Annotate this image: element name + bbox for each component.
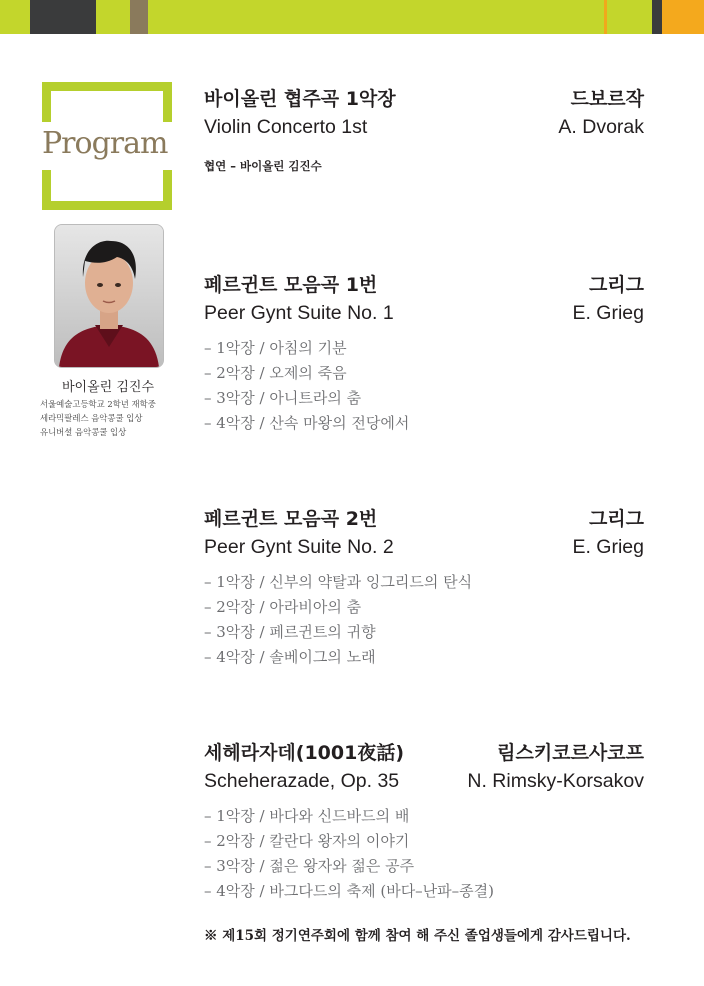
movement-item: – 1악장 / 바다와 신드바드의 배 bbox=[204, 807, 410, 825]
program-badge bbox=[42, 82, 172, 210]
acknowledgement-note: ※ 제15회 정기연주회에 함께 참여 해 주신 졸업생들에게 감사드립니다. bbox=[204, 928, 631, 944]
soloist-bio bbox=[40, 397, 180, 439]
piece-title-kr: 페르귄트 모음곡 2번 bbox=[204, 508, 378, 530]
program-piece bbox=[204, 270, 644, 436]
bracket-line bbox=[42, 201, 172, 210]
soloist-photo bbox=[54, 224, 164, 368]
movement-item: – 4악장 / 바그다드의 축제 (바다–난파–종결) bbox=[204, 882, 494, 900]
composer-kr: 그리그 bbox=[588, 508, 644, 530]
stripe-segment bbox=[130, 0, 148, 34]
composer-kr: 림스키코르사코프 bbox=[497, 742, 644, 764]
movement-item: – 3악장 / 페르귄트의 귀향 bbox=[204, 623, 376, 641]
program-piece bbox=[204, 738, 644, 904]
piece-title-en: Scheherazade, Op. 35 bbox=[204, 770, 400, 792]
piece-note: 협연 – 바이올린 김진수 bbox=[204, 159, 322, 173]
piece-title-en: Violin Concerto 1st bbox=[204, 116, 368, 138]
composer-kr: 드보르작 bbox=[570, 88, 644, 110]
stripe-segment bbox=[652, 0, 662, 34]
stripe-segment bbox=[0, 0, 30, 34]
top-color-stripe bbox=[0, 0, 704, 34]
bracket-line bbox=[163, 170, 172, 210]
movement-item: – 2악장 / 칼란다 왕자의 이야기 bbox=[204, 832, 410, 850]
stripe-segment bbox=[30, 0, 96, 34]
bracket-line bbox=[42, 82, 172, 91]
movement-list bbox=[204, 804, 644, 904]
bio-line: 세라믹팔레스 음악콩쿨 입상 bbox=[40, 413, 143, 423]
composer-en: N. Rimsky-Korsakov bbox=[467, 770, 644, 792]
movement-item: – 2악장 / 오제의 죽음 bbox=[204, 364, 347, 382]
program-piece bbox=[204, 84, 644, 174]
movement-item: – 2악장 / 아라비아의 춤 bbox=[204, 598, 362, 616]
piece-title-kr: 페르귄트 모음곡 1번 bbox=[204, 274, 378, 296]
bracket-line bbox=[163, 82, 172, 122]
program-piece bbox=[204, 504, 644, 670]
stripe-segment bbox=[662, 0, 704, 34]
piece-title-en: Peer Gynt Suite No. 2 bbox=[204, 536, 394, 558]
stripe-segment bbox=[96, 0, 130, 34]
composer-en: E. Grieg bbox=[572, 536, 644, 558]
piece-title-kr: 세헤라자데(1001夜話) bbox=[204, 742, 405, 764]
bracket-line bbox=[42, 170, 51, 210]
movement-item: – 3악장 / 젊은 왕자와 젊은 공주 bbox=[204, 857, 415, 875]
movement-item: – 4악장 / 솔베이그의 노래 bbox=[204, 648, 376, 666]
stripe-segment bbox=[148, 0, 604, 34]
movement-item: – 1악장 / 신부의 약탈과 잉그리드의 탄식 bbox=[204, 573, 473, 591]
composer-en: E. Grieg bbox=[572, 302, 644, 324]
piece-title-en: Peer Gynt Suite No. 1 bbox=[204, 302, 394, 324]
composer-kr: 그리그 bbox=[588, 274, 644, 296]
soloist-name: 바이올린 김진수 bbox=[61, 380, 155, 395]
piece-title-kr: 바이올린 협주곡 1악장 bbox=[204, 88, 396, 110]
bracket-line bbox=[42, 82, 51, 122]
movement-item: – 4악장 / 산속 마왕의 전당에서 bbox=[204, 414, 410, 432]
movement-list bbox=[204, 570, 644, 670]
stripe-segment bbox=[607, 0, 652, 34]
bio-line: 유니버셜 음악콩쿨 입상 bbox=[40, 427, 127, 437]
movement-item: – 1악장 / 아침의 기분 bbox=[204, 339, 347, 357]
program-heading: Program bbox=[42, 126, 168, 161]
movement-item: – 3악장 / 아니트라의 춤 bbox=[204, 389, 362, 407]
composer-en: A. Dvorak bbox=[558, 116, 644, 138]
bio-line: 서울예술고등학교 2학년 재학중 bbox=[40, 399, 156, 409]
movement-list bbox=[204, 336, 644, 436]
